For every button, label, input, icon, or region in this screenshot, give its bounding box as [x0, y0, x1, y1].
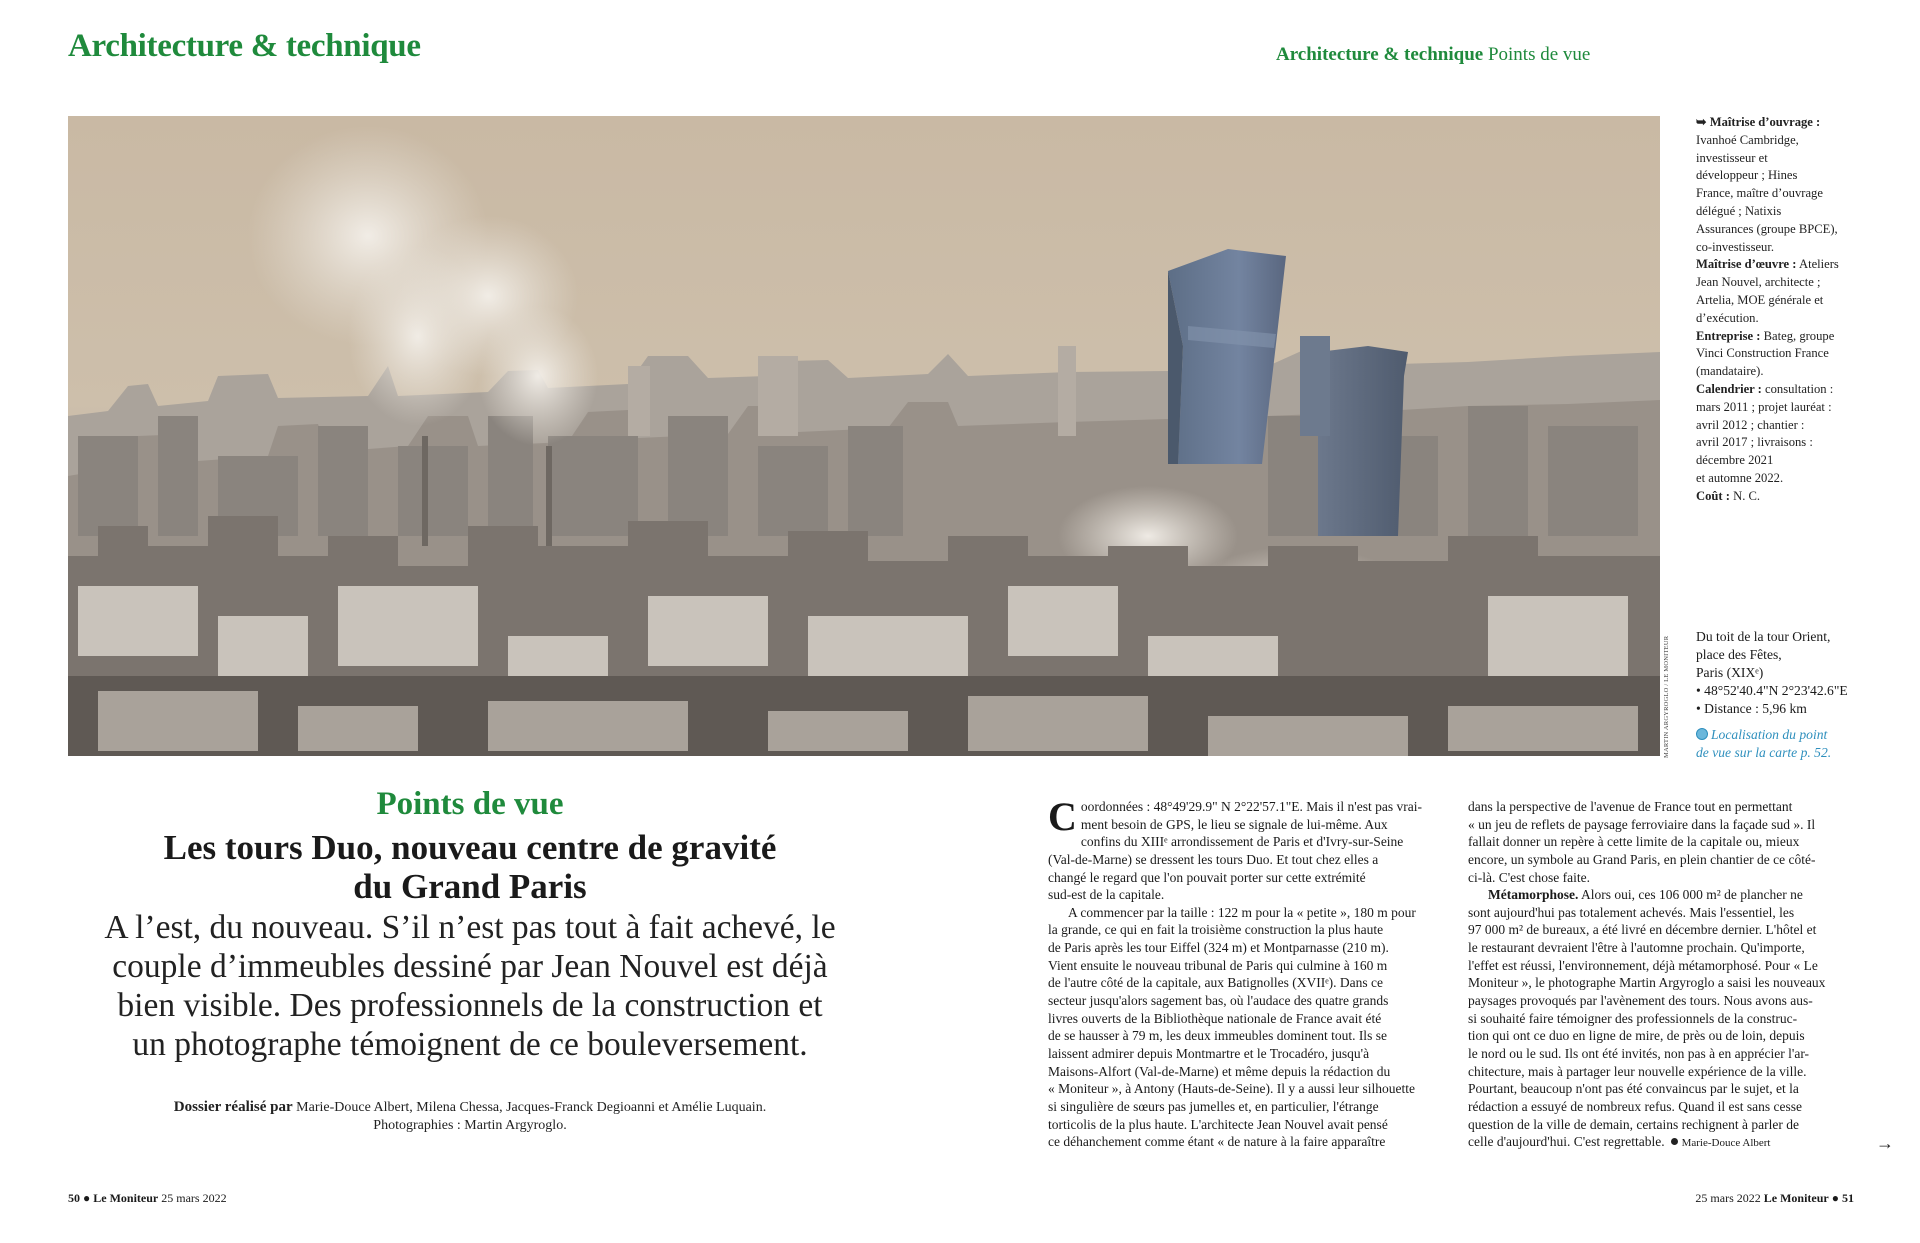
article-line: A commencer par la taille : 122 m pour la « petite », 180 m pour: [1068, 904, 1416, 920]
location-line: Paris (XIXᵉ): [1696, 665, 1764, 680]
article-line: Moniteur », le photographe Martin Argyroglo a saisi les nouveaux: [1468, 975, 1826, 991]
end-mark-icon: [1671, 1138, 1678, 1145]
map-reference[interactable]: Localisation du point de vue sur la carte p. 52.: [1696, 727, 1832, 760]
magazine-name: Le Moniteur: [93, 1191, 159, 1205]
info-cost: Coût : N. C.: [1696, 488, 1761, 503]
article-line: Métamorphose. Alors oui, ces 106 000 m² de plancher ne: [1488, 887, 1803, 903]
article-line: rédaction a essuyé de nombreux refus. Quand il est sans cesse: [1468, 1098, 1803, 1114]
footer-right: [1600, 1191, 1854, 1206]
running-head: [1276, 44, 1590, 66]
article-column-1: [1048, 794, 1436, 1151]
article-line: la grande, ce qui en fait la troisième construction la plus haute: [1048, 922, 1384, 938]
bullet-icon: ●: [1831, 1191, 1842, 1205]
article-line: ce déhanchement comme étant « de nature à la faire apparaître: [1048, 1134, 1386, 1150]
info-owner: ➥ Maîtrise d’ouvrage : Ivanhoé Cambridge, investisseur et développeur ; Hines France, maître d’ouvrage délégué ; Natixis Assurances (groupe BPCE), co-investisseur.: [1696, 115, 1838, 254]
article-line: tion qui ont ce duo en ligne de mire, de près ou de loin, depuis: [1468, 1028, 1805, 1044]
article-line: confins du XIIIᵉ arrondissement de Paris et d'Ivry-sur-Seine: [1080, 834, 1404, 850]
project-info-box: [1696, 114, 1856, 506]
page-number: 50: [68, 1191, 80, 1205]
running-head-rubric: Points de vue: [1487, 44, 1591, 65]
article-signature: Marie-Douce Albert: [1681, 1137, 1771, 1150]
info-schedule: Calendrier : consultation : mars 2011 ; projet lauréat : avril 2012 ; chantier : avril 2017 ; livraisons : décembre 2021 et automne 2022.: [1696, 381, 1834, 485]
article-line: secteur jusqu'alors sagement bas, où l'audace des quatre grands: [1048, 993, 1389, 1009]
article-line: ment besoin de GPS, le lieu se signale de lui-même. Aux: [1080, 816, 1388, 832]
kicker: Points de vue: [376, 786, 564, 822]
article-line: de Paris après les tour Eiffel (324 m) et Montparnasse (210 m).: [1048, 940, 1389, 956]
location-coordinates: • 48°52'40.4"N 2°23'42.6"E: [1696, 683, 1848, 698]
article-line: encore, un symbole au Grand Paris, en plein chantier de ce côté-: [1468, 851, 1816, 867]
drop-cap: C: [1048, 794, 1077, 839]
article-line: dans la perspective de l'avenue de France tout en permettant: [1468, 799, 1793, 814]
article-line: le restaurant devraient l'être à l'automne prochain. Qu'importe,: [1468, 940, 1805, 956]
article-line: l'effet est réussi, l'environnement, déjà métamorphosé. Pour « Le: [1468, 957, 1818, 973]
map-dot-icon: [1696, 728, 1708, 740]
article-line: torticolis de la plus haute. L'architecte Jean Nouvel avait pensé: [1048, 1116, 1388, 1132]
article-line: si singulière de sœurs pas jumelles et, en particulier, l'étrange: [1048, 1098, 1379, 1114]
article-line: fallait donner un repère à cette limite de la capitale ou, mieux: [1468, 834, 1800, 850]
info-architect: Maîtrise d’œuvre : Ateliers Jean Nouvel, architecte ; Artelia, MOE générale et d’exécution.: [1696, 257, 1839, 325]
article-line: question de la ville de demain, certains rechignent à parler de: [1468, 1116, 1799, 1132]
viewpoint-location: [1696, 628, 1886, 718]
location-line: Du toit de la tour Orient,: [1696, 629, 1831, 644]
article-line: de se hausser à 79 m, les deux immeubles dominent tout. Ils se: [1048, 1028, 1387, 1044]
skyline-illustration: [68, 116, 1660, 756]
article-line: « Moniteur », à Antony (Hauts-de-Seine). Il y a aussi leur silhouette: [1048, 1081, 1416, 1097]
article-line: oordonnées : 48°49'29.9" N 2°22'57.1"E. Mais il n'est pas vrai-: [1080, 799, 1422, 814]
article-line: laissent admirer depuis Montmartre et le Trocadéro, jusqu'à: [1048, 1045, 1370, 1061]
article-line: celle d'aujourd'hui. C'est regrettable. Marie-Douce Albert: [1468, 1134, 1771, 1150]
page-number: 51: [1842, 1191, 1854, 1205]
article-line: paysages provoqués par l'avènement des tours. Nous avons aus-: [1468, 993, 1813, 1009]
info-contractor: Entreprise : Bateg, groupe Vinci Construction France (mandataire).: [1696, 328, 1835, 379]
article-dek: A l’est, du nouveau. S’il n’est pas tout à fait achevé, le couple d’immeubles dessiné par Jean Nouvel est déjà bien visible. Des professionnels de la construction et un photographe témoignent de ce bouleversement.: [104, 909, 836, 1063]
issue-date: 25 mars 2022: [1695, 1191, 1761, 1205]
article-line: Vient ensuite le nouveau tribunal de Paris qui culmine à 160 m: [1048, 957, 1388, 973]
article-line: « un jeu de reflets de paysage ferroviaire dans la façade sud ». Il: [1468, 816, 1816, 832]
article-line: changé le regard que l'on pouvait porter sur cette extrémité: [1048, 869, 1366, 885]
issue-date: 25 mars 2022: [161, 1191, 227, 1205]
location-distance: • Distance : 5,96 km: [1696, 701, 1807, 716]
magazine-name: Le Moniteur: [1763, 1191, 1829, 1205]
arrow-icon: ➥: [1696, 115, 1710, 129]
article-line: livres ouverts de la Bibliothèque nationale de France avait été: [1048, 1010, 1382, 1026]
location-line: place des Fêtes,: [1696, 647, 1782, 662]
section-title: Architecture & technique: [68, 28, 421, 64]
photo-credit: MARTIN ARGYROGLO / LE MONITEUR: [1663, 635, 1670, 758]
article-line: Pourtant, beaucoup n'ont pas été convaincus par le sujet, et la: [1468, 1081, 1799, 1097]
bullet-icon: ●: [83, 1191, 94, 1205]
article-line: Maisons-Alfort (Val-de-Marne) et même depuis la rédaction du: [1048, 1063, 1391, 1079]
article-line: si souhaité faire témoigner des professionnels de la construc-: [1468, 1010, 1798, 1026]
article-title: Les tours Duo, nouveau centre de gravité du Grand Paris: [163, 828, 777, 906]
article-line: chitecture, mais à partager leur nouvelle expérience de la ville.: [1468, 1063, 1807, 1079]
article-line: de l'autre côté de la capitale, aux Batignolles (XVIIᵉ). Dans ce: [1048, 975, 1384, 991]
article-line: 97 000 m² de bureaux, a été livré en décembre dernier. L'hôtel et: [1468, 922, 1817, 938]
article-line: sont aujourd'hui pas totalement achevés. Mais l'essentiel, les: [1468, 904, 1795, 920]
byline: Dossier réalisé par Marie-Douce Albert, Milena Chessa, Jacques-Franck Degioanni et Amélie Luquain. Photographies : Martin Argyroglo.: [173, 1099, 767, 1133]
article-line: sud-est de la capitale.: [1048, 887, 1165, 903]
article-line: (Val-de-Marne) se dressent les tours Duo. Et tout chez elles a: [1048, 851, 1379, 867]
article-column-2: [1468, 798, 1856, 1151]
running-head-section: Architecture & technique: [1276, 44, 1484, 65]
article-line: le nord ou le sud. Ils ont été invités, non pas à en apprécier l'ar-: [1468, 1045, 1810, 1061]
article-line: ci-là. C'est chose faite.: [1468, 869, 1591, 885]
skyline-photo: [68, 116, 1660, 756]
footer-left: [68, 1191, 227, 1206]
continue-arrow-icon: →: [1876, 1133, 1894, 1153]
